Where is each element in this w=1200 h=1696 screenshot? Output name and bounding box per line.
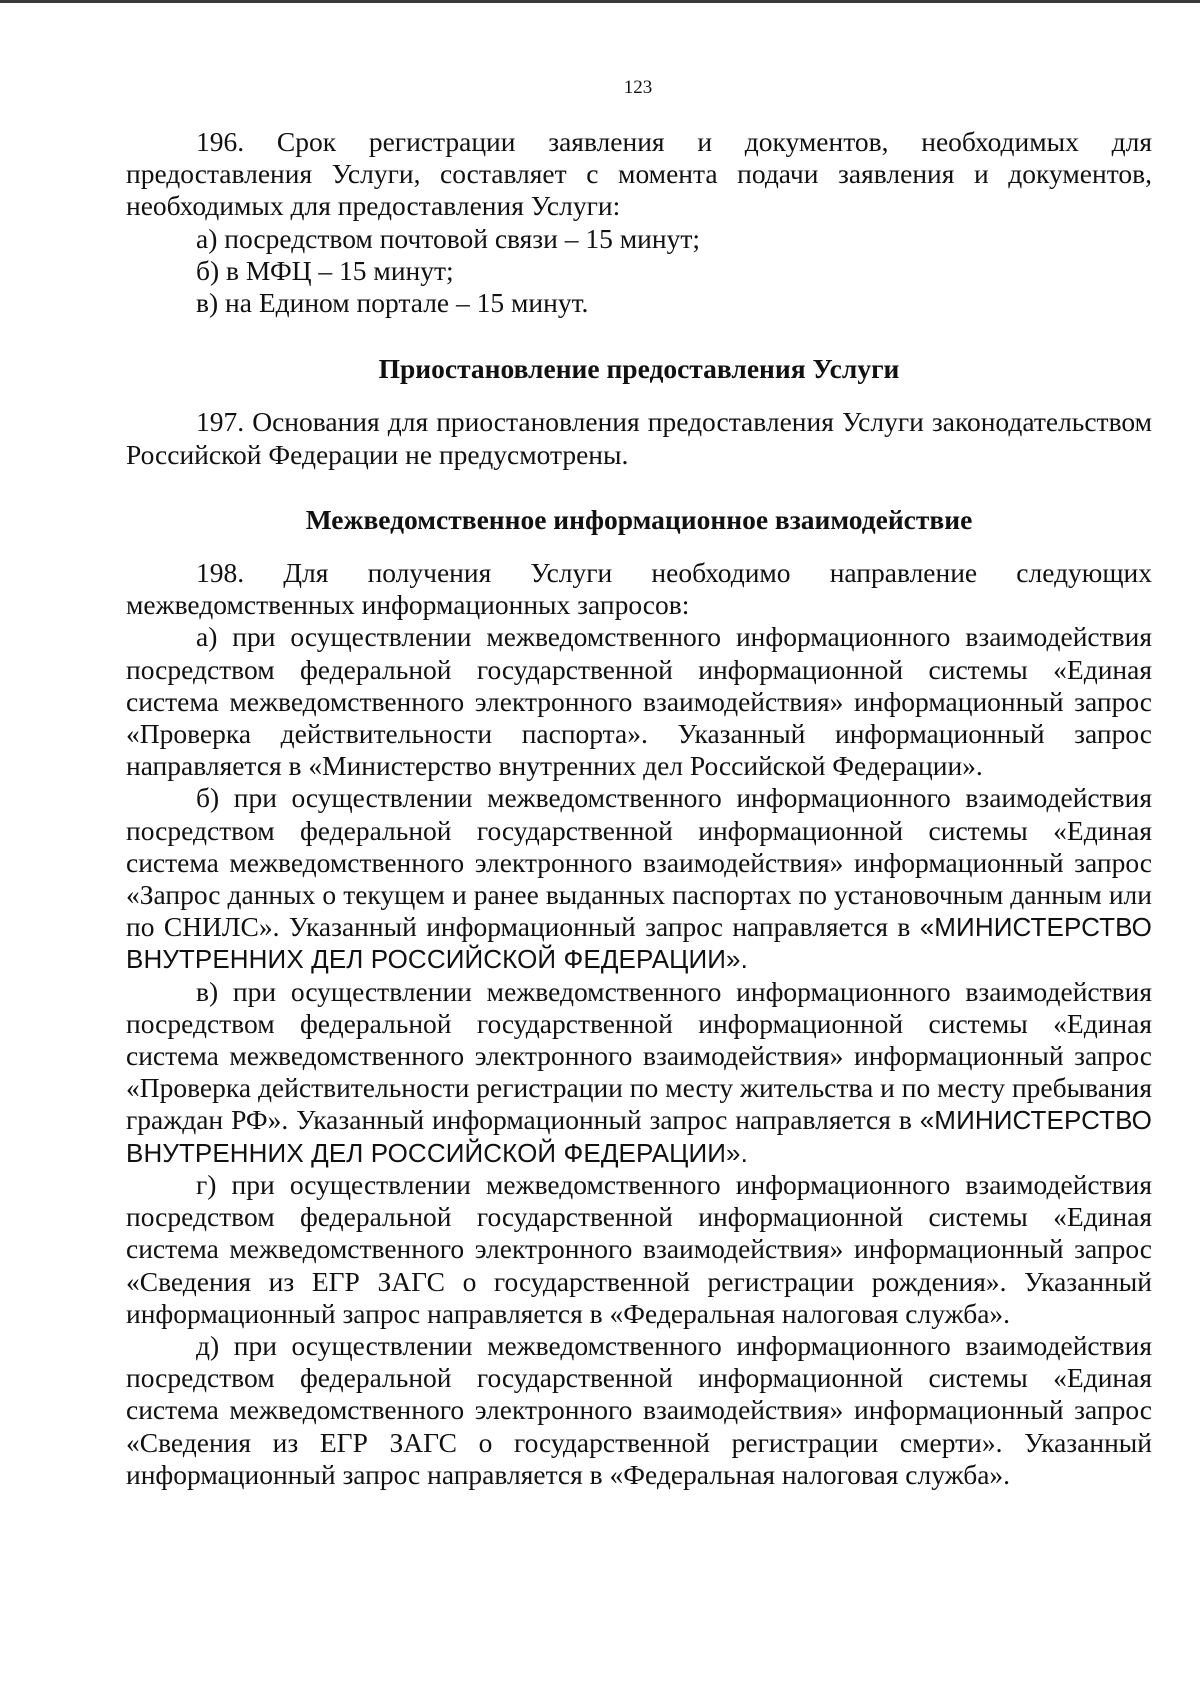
paragraph-198-v-recipient: «МИНИСТЕРСТВО ВНУТРЕННИХ ДЕЛ РОССИЙСКОЙ ФЕДЕРАЦИИ». (126, 1105, 1153, 1168)
paragraph-196: 196. Срок регистрации заявления и документов, необходимых для предоставления Услуги, составляет с момента подачи заявления и документов, необходимых для предоставления Услуги: (126, 126, 1152, 222)
page-number: 123 (623, 77, 653, 98)
paragraph-198-v-text: в) при осуществлении межведомственного информационного взаимодействия посредством федеральной государственной информационной системы «Единая система межведомственного электронного взаимодействия» информационный запрос «Проверка действительности регистрации по месту жительства и по месту пребывания граждан РФ». Указанный информационный запрос направляется в (126, 975, 1152, 1136)
paragraph-198-b-recipient: «МИНИСТЕРСТВО ВНУТРЕННИХ ДЕЛ РОССИЙСКОЙ ФЕДЕРАЦИИ». (126, 912, 1152, 975)
paragraph-198-b (126, 782, 1152, 975)
section-heading-suspension: Приостановление предоставления Услуги (378, 353, 900, 385)
paragraph-198-g: г) при осуществлении межведомственного информационного взаимодействия посредством федеральной государственной информационной системы «Единая система межведомственного электронного взаимодействия» информационный запрос «Сведения из ЕГР ЗАГС о государственной регистрации рождения». Указанный информационный запрос направляется в «Федеральная налоговая служба». (126, 1168, 1152, 1329)
list-item-196-b: б) в МФЦ – 15 минут; (196, 254, 454, 286)
paragraph-198-b-text: б) при осуществлении межведомственного информационного взаимодействия посредством федеральной государственной информационной системы «Единая система межведомственного электронного взаимодействия» информационный запрос «Запрос данных о текущем и ранее выданных паспортах по установочным данным или по СНИЛС». Указанный информационный запрос направляется в (126, 782, 1152, 943)
paragraph-198-v (126, 976, 1152, 1169)
document-body (126, 126, 1152, 1491)
paragraph-198-a: а) при осуществлении межведомственного информационного взаимодействия посредством федеральной государственной информационной системы «Единая система межведомственного электронного взаимодействия» информационный запрос «Проверка действительности паспорта». Указанный информационный запрос направляется в «Министерство внутренних дел Российской Федерации». (126, 621, 1152, 782)
top-border-line (0, 0, 1200, 3)
list-item-196-v: в) на Едином портале – 15 минут. (196, 287, 589, 319)
paragraph-198-d: д) при осуществлении межведомственного информационного взаимодействия посредством федеральной государственной информационной системы «Единая система межведомственного электронного взаимодействия» информационный запрос «Сведения из ЕГР ЗАГС о государственной регистрации смерти». Указанный информационный запрос направляется в «Федеральная налоговая служба». (126, 1329, 1152, 1490)
list-item-196-a: а) посредством почтовой связи – 15 минут; (196, 222, 701, 254)
paragraph-198: 198. Для получения Услуги необходимо направление следующих межведомственных информационных запросов: (126, 557, 1152, 621)
paragraph-197: 197. Основания для приостановления предоставления Услуги законодательством Российской Федерации не предусмотрены. (126, 406, 1152, 470)
section-heading-interaction: Межведомственное информационное взаимодействие (305, 503, 973, 535)
